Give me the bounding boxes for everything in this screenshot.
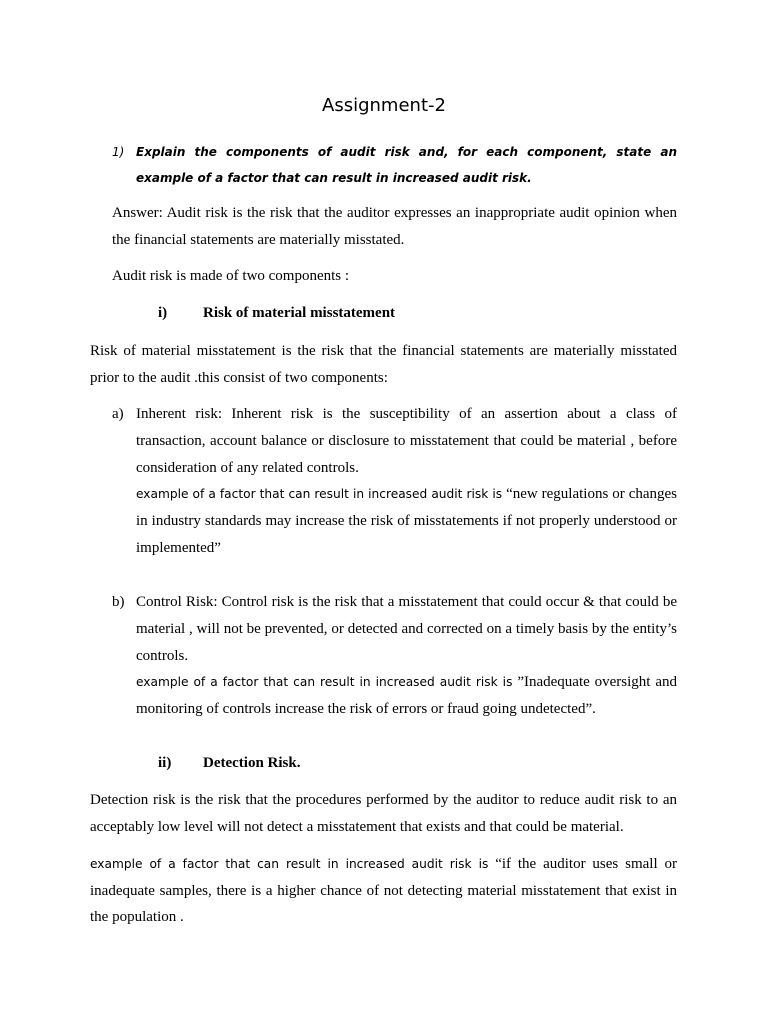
section-title: Detection Risk. (203, 755, 301, 771)
list-item-body (136, 589, 677, 723)
page-title: Assignment-2 (322, 95, 446, 116)
section-title: Risk of material misstatement (203, 305, 396, 321)
components-intro: Audit risk is made of two components : (112, 268, 350, 284)
rmm-description: Risk of material misstatement is the risk that the financial statements are materially misstated prior to the audit .this consist of two components: (90, 343, 677, 386)
list-item-body (136, 401, 677, 562)
detection-risk-description: Detection risk is the risk that the procedures performed by the auditor to reduce audit risk to an acceptably low level will not detect a misstatement that exists and that could be material. (90, 792, 677, 835)
example-lead: example of a factor that can result in increased audit risk is (136, 487, 503, 502)
example-lead: example of a factor that can result in increased audit risk is (90, 857, 489, 871)
section-number: i) (158, 305, 168, 321)
question-text: Explain the components of audit risk and, for each component, state an example of a factor that can result in increased audit risk. (136, 145, 677, 185)
list-item-control-risk (112, 589, 677, 723)
question-1 (112, 139, 677, 191)
list-marker: b) (112, 594, 125, 610)
example-text: “if the auditor uses small or inadequate samples, there is a higher chance of not detecting material misstatement that exist in the population . (90, 856, 678, 925)
list-item-inherent-risk (112, 401, 677, 562)
detection-risk-example (90, 851, 677, 931)
control-risk-text: Control Risk: Control risk is the risk that a misstatement that could occur & that could be material , will not be prevented, or detected and corrected on a timely basis by the entity’s controls. (136, 594, 677, 664)
answer-intro: Answer: Audit risk is the risk that the auditor expresses an inappropriate audit opinion when the financial statements are materially misstated. (112, 205, 677, 248)
example-text: “new regulations or changes in industry standards may increase the risk of misstatements if not properly understood or implemented” (136, 486, 678, 556)
question-number: 1) (112, 145, 125, 159)
list-marker: a) (112, 406, 124, 422)
inherent-risk-text: Inherent risk: Inherent risk is the susceptibility of an assertion about a class of transaction, account balance or disclosure to misstatement that could be material , before consideration of any related controls. (136, 406, 677, 476)
section-number: ii) (158, 755, 172, 771)
example-text: ”Inadequate oversight and monitoring of controls increase the risk of errors or fraud going undetected”. (136, 674, 678, 718)
example-lead: example of a factor that can result in increased audit risk is (136, 675, 513, 690)
